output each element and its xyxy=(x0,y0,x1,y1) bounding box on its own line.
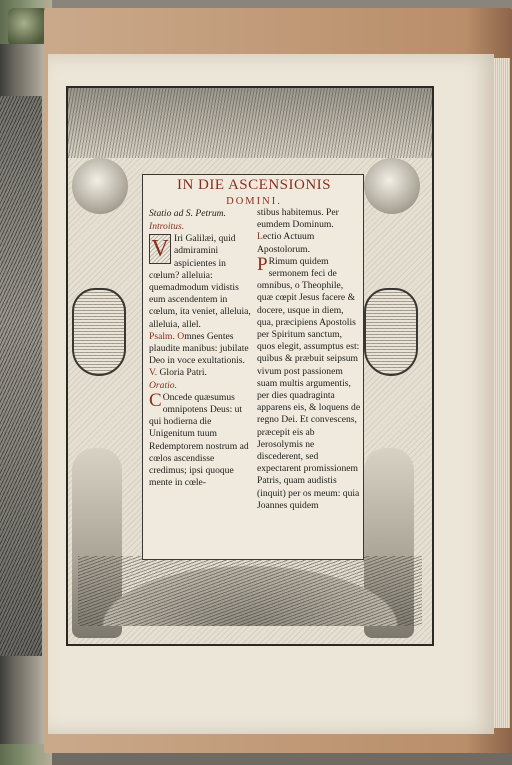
oratio-rubric: Oratio. xyxy=(149,379,177,391)
psalm-cap: O xyxy=(177,330,185,342)
oratio-cap: C xyxy=(149,389,162,411)
psalm-rubric: Psalm. xyxy=(149,330,175,342)
left-text-column xyxy=(149,221,253,489)
introitus-dropcap: V xyxy=(149,234,171,264)
cherub-left-icon xyxy=(72,158,128,214)
feast-title: IN DIE ASCENSIONIS xyxy=(176,177,331,193)
lectio-cap: L xyxy=(257,231,263,243)
lectio-paragraph xyxy=(257,253,361,512)
lectio-text: ectio Actuum Apostolorum. xyxy=(257,231,315,255)
lectio-body-text: Rimum quidem sermonem feci de omnibus, o Theophile, quæ cœpit Jesus facere & docere, usque in diem, qua, præcipiens Apostolis per Spiritum sanctum, quos elegit, assumptus est: quibus & præbuit seipsum vivum post passionem suam multis argumentis, per dies quadraginta apparens eis, & loquens de regno Dei. Et convescens, præcepit eis ab Jerosolymis ne discederent, sed expectarent promissionem Patris, quam audistis (inquit) per os meum: quia Joannes quidem xyxy=(257,255,361,511)
right-text-column xyxy=(257,207,361,512)
engraved-frame xyxy=(66,86,434,646)
ship-shield-icon xyxy=(72,288,126,376)
oratio-continuation: stibus habitemus. Per eumdem Dominum. xyxy=(257,207,339,231)
gloria-rubric: V. xyxy=(149,367,158,379)
oratio-text: Oncede quæsumus omnipotens Deus: ut qui hodierna die Unigenitum tuum Redemptorem nostrum ad cœlos ascendisse credimus; ipsi quoque mente in cœle- xyxy=(149,391,249,489)
cherub-right-icon xyxy=(364,158,420,214)
lectio-heading xyxy=(257,231,361,255)
oratio-paragraph xyxy=(149,389,253,490)
statio-line: Statio ad S. Petrum. xyxy=(149,208,227,219)
introitus-text: Iri Galilæi, quid admiramini aspicientes in cœlum? alleluia: quemadmodum vidistis eum ascendentem in cœlum, ita veniet, alleluia, alleluia, allel. xyxy=(149,233,251,330)
right-ornament-column xyxy=(364,148,428,578)
introitus-rubric: Introitus. xyxy=(149,221,185,232)
mount-olivet-engraving xyxy=(78,556,422,626)
gloria-text: Gloria Patri. xyxy=(159,367,207,379)
text-panel xyxy=(142,174,364,560)
psalm-text: mnes Gentes plaudite manibus: jubilate Deo in voce exultationis. xyxy=(149,330,249,367)
papal-keys-shield-icon xyxy=(364,288,418,376)
left-page-engraving xyxy=(0,96,42,656)
feast-subtitle: DOMINI. xyxy=(226,196,282,207)
psalm-paragraph xyxy=(149,331,253,380)
page-clip xyxy=(8,8,48,46)
left-ornament-column xyxy=(72,148,136,578)
page-edges xyxy=(494,58,510,728)
introitus-paragraph xyxy=(149,233,253,331)
lectio-body-cap: P xyxy=(257,253,268,275)
